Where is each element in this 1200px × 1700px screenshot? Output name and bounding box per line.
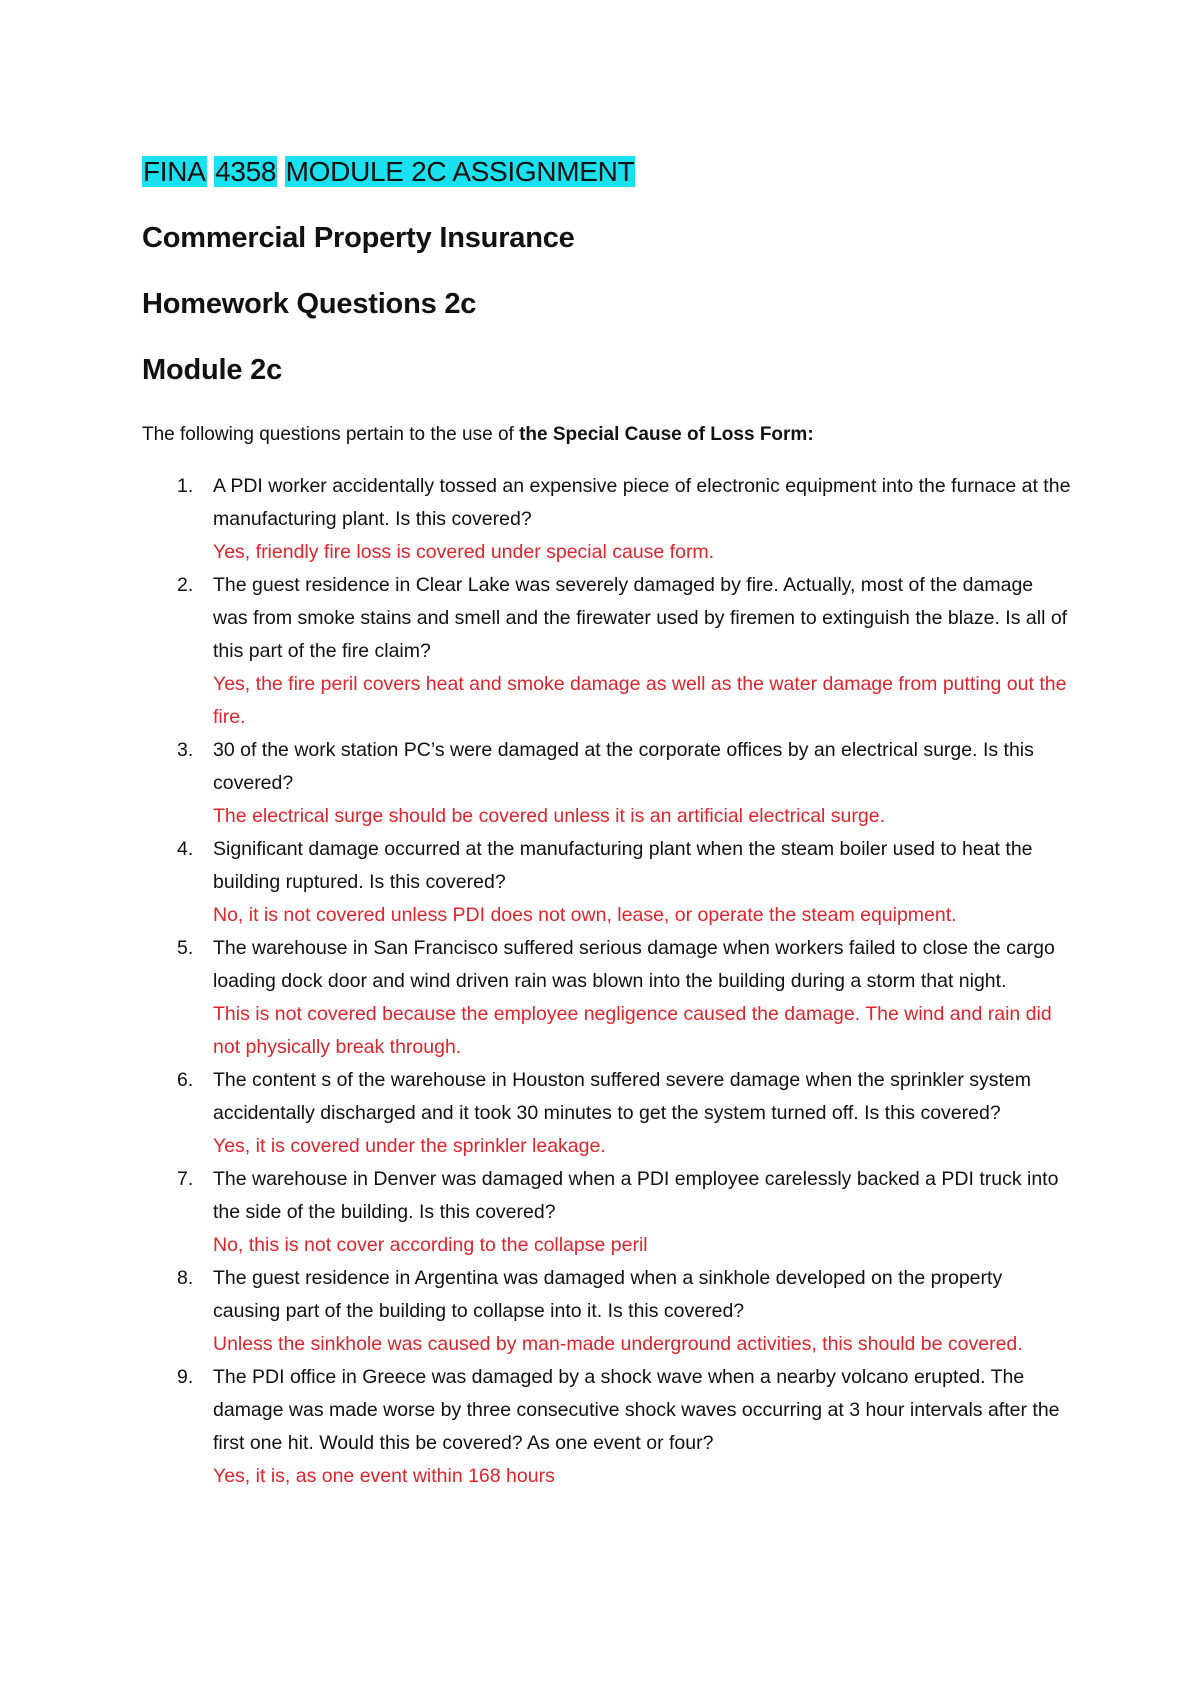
answer-text: Unless the sinkhole was caused by man-made underground activities, this should be covered. [213, 1333, 1023, 1355]
question-text: The content s of the warehouse in Houston suffered severe damage when the sprinkler system accidentally discharged and it took 30 minutes to get the system turned off. Is this covered? [213, 1069, 1032, 1124]
question-text: The warehouse in San Francisco suffered serious damage when workers failed to close the cargo loading dock door and wind driven rain was blown into the building during a storm that night. [213, 937, 1055, 992]
question-list [142, 470, 1072, 1493]
heading-commercial-property: Commercial Property Insurance [142, 222, 575, 254]
answer-text: This is not covered because the employee negligence caused the damage. The wind and rain did not physically break through. [213, 1003, 1052, 1058]
answer-text: Yes, it is covered under the sprinkler leakage. [213, 1135, 606, 1157]
question-number: 8. [177, 1267, 194, 1289]
answer-text: No, this is not cover according to the collapse peril [213, 1234, 648, 1256]
question-text: A PDI worker accidentally tossed an expensive piece of electronic equipment into the furnace at the manufacturing plant. Is this covered? [213, 475, 1071, 530]
list-item [142, 1262, 1072, 1361]
list-item [142, 734, 1072, 833]
list-item [142, 470, 1072, 569]
title-part-number: 4358 [215, 156, 277, 187]
title-part-module: MODULE 2C ASSIGNMENT [285, 156, 635, 187]
question-number: 1. [177, 475, 194, 497]
question-text: The PDI office in Greece was damaged by a shock wave when a nearby volcano erupted. The damage was made worse by three consecutive shock waves occurring at 3 hour intervals after the first one hit. Would this be covered? As one event or four? [213, 1366, 1060, 1454]
document-content [142, 150, 1072, 1493]
question-number: 2. [177, 574, 194, 596]
question-number: 4. [177, 838, 194, 860]
heading-homework-questions: Homework Questions 2c [142, 288, 477, 320]
question-number: 5. [177, 937, 194, 959]
question-text: The guest residence in Clear Lake was severely damaged by fire. Actually, most of the damage was from smoke stains and smell and the firewater used by firemen to extinguish the blaze. Is all of this part of the fire claim? [213, 574, 1068, 662]
answer-text: Yes, the fire peril covers heat and smoke damage as well as the water damage from putting out the fire. [213, 673, 1067, 728]
question-number: 9. [177, 1366, 194, 1388]
title-part-course: FINA [143, 156, 206, 187]
question-text: Significant damage occurred at the manufacturing plant when the steam boiler used to heat the building ruptured. Is this covered? [213, 838, 1033, 893]
answer-text: No, it is not covered unless PDI does not own, lease, or operate the steam equipment. [213, 904, 957, 926]
question-number: 3. [177, 739, 194, 761]
intro-bold-text: the Special Cause of Loss Form: [519, 424, 814, 445]
list-item [142, 569, 1072, 734]
list-item [142, 1163, 1072, 1262]
question-text: The warehouse in Denver was damaged when a PDI employee carelessly backed a PDI truck into the side of the building. Is this covered? [213, 1168, 1059, 1223]
question-text: The guest residence in Argentina was damaged when a sinkhole developed on the property causing part of the building to collapse into it. Is this covered? [213, 1267, 1003, 1322]
heading-module: Module 2c [142, 354, 282, 386]
list-item [142, 1064, 1072, 1163]
list-item [142, 833, 1072, 932]
question-number: 6. [177, 1069, 194, 1091]
answer-text: Yes, it is, as one event within 168 hours [213, 1465, 555, 1487]
assignment-title [142, 150, 1072, 194]
list-item [142, 1361, 1072, 1493]
intro-paragraph [142, 422, 1072, 448]
question-number: 7. [177, 1168, 194, 1190]
list-item [142, 932, 1072, 1064]
answer-text: The electrical surge should be covered unless it is an artificial electrical surge. [213, 805, 885, 827]
question-text: 30 of the work station PC’s were damaged at the corporate offices by an electrical surge. Is this covered? [213, 739, 1034, 794]
answer-text: Yes, friendly fire loss is covered under special cause form. [213, 541, 715, 563]
intro-text: The following questions pertain to the use of [142, 424, 520, 445]
